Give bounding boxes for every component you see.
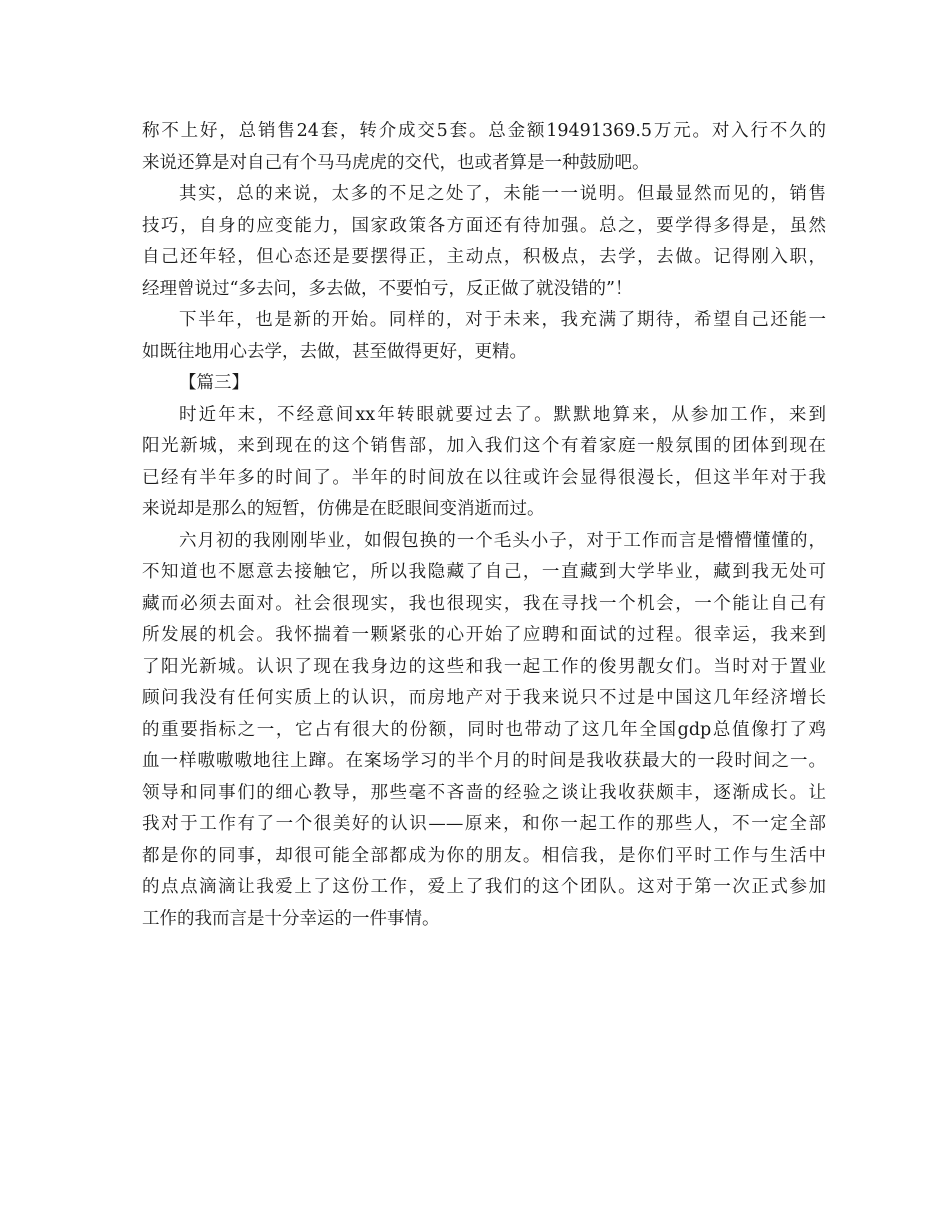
text-line: 来说还算是对自己有个马马虎虎的交代，也或者算是一种鼓励吧。 <box>142 152 650 173</box>
text-line: 如既往地用心去学，去做，甚至做得更好，更精。 <box>142 341 527 362</box>
text-line: 了阳光新城。认识了现在我身边的这些和我一起工作的俊男靓女们。当时对于置业 <box>142 656 826 677</box>
paragraph-first-line: 下半年，也是新的开始。同样的，对于未来，我充满了期待，希望自己还能一 <box>179 310 826 330</box>
text-line: 顾问我没有任何实质上的认识，而房地产对于我来说只不过是中国这几年经济增长 <box>142 688 826 708</box>
text-line: 的点点滴滴让我爱上了这份工作，爱上了我们的这个团队。这对于第一次正式参加 <box>142 877 826 897</box>
text-line: 经理曾说过“多去问，多去做，不要怕亏，反正做了就没错的”！ <box>142 278 633 299</box>
text-line: 领导和同事们的细心教导，那些毫不吝啬的经验之谈让我收获颇丰，逐渐成长。让 <box>142 782 826 803</box>
text-line: 的重要指标之一，它占有很大的份额，同时也带动了这几年全国gdp总值像打了鸡 <box>142 719 826 740</box>
text-line: 不知道也不愿意去接触它，所以我隐藏了自己，一直藏到大学毕业，藏到我无处可 <box>142 562 826 582</box>
text-line: 自己还年轻，但心态还是要摆得正，主动点，积极点，去学，去做。记得刚入职， <box>142 247 826 267</box>
section-heading: 【篇三】 <box>179 373 249 393</box>
text-line: 称不上好，总销售24套，转介成交5套。总金额19491369.5万元。对入行不久的 <box>142 121 826 141</box>
paragraph-first-line: 六月初的我刚刚毕业，如假包换的一个毛头小子，对于工作而言是懵懵懂懂的， <box>179 530 826 551</box>
paragraph-first-line: 其实，总的来说，太多的不足之处了，未能一一说明。但最显然而见的，销售 <box>179 184 826 204</box>
paragraph-first-line: 时近年末，不经意间xx年转眼就要过去了。默默地算来，从参加工作，来到 <box>179 404 826 425</box>
text-line: 阳光新城，来到现在的这个销售部，加入我们这个有着家庭一般氛围的团体到现在 <box>142 436 826 456</box>
text-line: 血一样嗷嗷嗷地往上蹿。在案场学习的半个月的时间是我收获最大的一段时间之一。 <box>142 751 826 771</box>
document-body <box>142 116 826 935</box>
text-line: 藏而必须去面对。社会很现实，我也很现实，我在寻找一个机会，一个能让自己有 <box>142 593 826 614</box>
text-line: 所发展的机会。我怀揣着一颗紧张的心开始了应聘和面试的过程。很幸运，我来到 <box>142 625 826 645</box>
text-line: 都是你的同事，却很可能全部都成为你的朋友。相信我，是你们平时工作与生活中 <box>142 845 826 866</box>
text-line: 已经有半年多的时间了。半年的时间放在以往或许会显得很漫长，但这半年对于我 <box>142 467 826 488</box>
text-line: 来说却是那么的短暂，仿佛是在眨眼间变消逝而过。 <box>142 499 545 519</box>
text-line: 我对于工作有了一个很美好的认识——原来，和你一起工作的那些人，不一定全部 <box>142 814 826 834</box>
text-line: 技巧，自身的应变能力，国家政策各方面还有待加强。总之，要学得多得是，虽然 <box>142 215 826 236</box>
text-line: 工作的我而言是十分幸运的一件事情。 <box>142 908 440 929</box>
